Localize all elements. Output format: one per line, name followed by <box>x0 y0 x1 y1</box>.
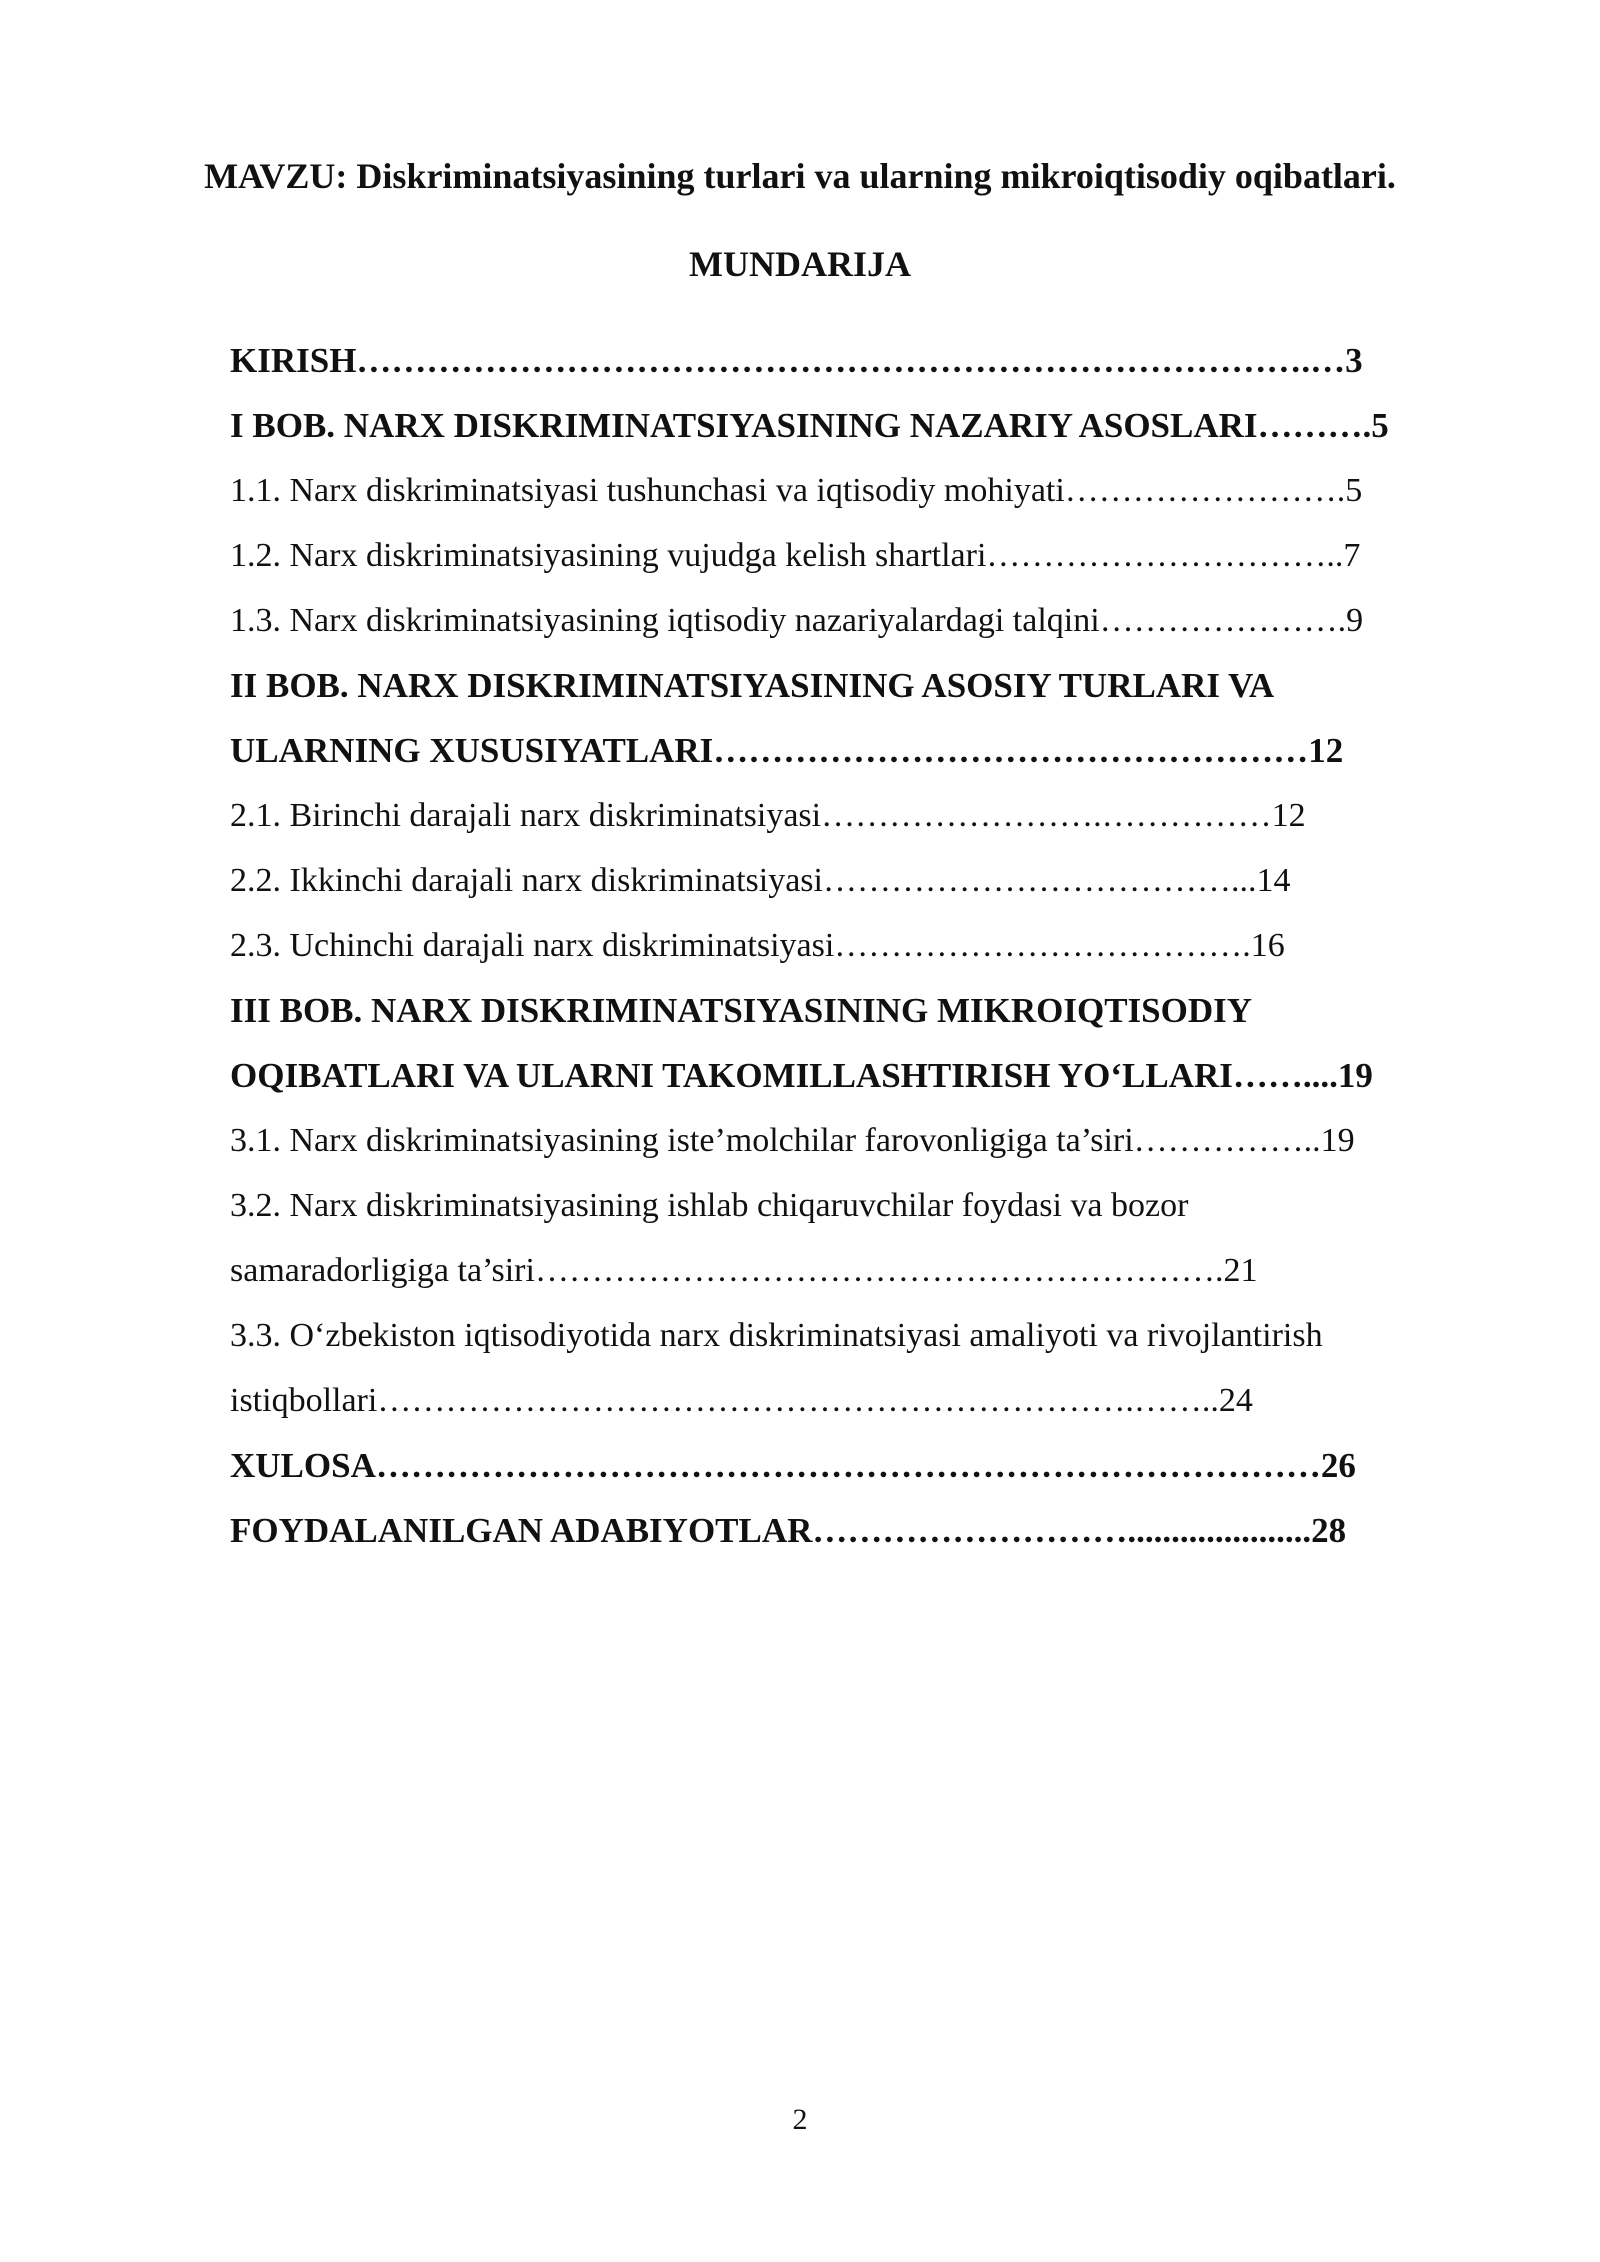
toc-entry-section-2-1: 2.1. Birinchi darajali narx diskriminatsiyasi…………………….……………12 <box>230 797 1306 834</box>
toc-entry-section-3-2-line-2: samaradorligiga ta’siri…………………………………………………….21 <box>230 1252 1258 1289</box>
toc-entry-chapter-2-line-1: II BOB. NARX DISKRIMINATSIYASINING ASOSIY TURLARI VA <box>230 666 1275 705</box>
toc-entry-section-3-3-line-1: 3.3. O‘zbekiston iqtisodiyotida narx diskriminatsiyasi amaliyoti va rivojlantirish <box>230 1317 1323 1354</box>
toc-entry-chapter-3-line-2: OQIBATLARI VA ULARNI TAKOMILLASHTIRISH YO‘LLARI……....19 <box>230 1056 1373 1095</box>
toc-entry-chapter-3-line-1: III BOB. NARX DISKRIMINATSIYASINING MIKROIQTISODIY <box>230 991 1253 1030</box>
document-topic: MAVZU: Diskriminatsiyasining turlari va ularning mikroiqtisodiy oqibatlari. <box>204 156 1396 196</box>
toc-entry-chapter-1: I BOB. NARX DISKRIMINATSIYASINING NAZARIY ASOSLARI……….5 <box>230 406 1389 445</box>
toc-entry-section-3-3-line-2: istiqbollari………………………………………………………….……..24 <box>230 1382 1253 1419</box>
toc-entry-section-1-1: 1.1. Narx diskriminatsiyasi tushunchasi va iqtisodiy mohiyati…………………….5 <box>230 472 1363 509</box>
toc-heading: MUNDARIJA <box>689 244 911 284</box>
toc-entry-section-1-2: 1.2. Narx diskriminatsiyasining vujudga kelish shartlari…………………………..7 <box>230 537 1361 574</box>
table-of-contents <box>230 337 1490 1572</box>
toc-entry-chapter-2-line-2: ULARNING XUSUSIYATLARI……………………………………………12 <box>230 731 1344 770</box>
toc-entry-section-1-3: 1.3. Narx diskriminatsiyasining iqtisodiy nazariyalardagi talqini………………….9 <box>230 602 1364 639</box>
toc-entry-kirish: KIRISH……………………………………………………………………….…3 <box>230 341 1363 380</box>
toc-entry-section-2-3: 2.3. Uchinchi darajali narx diskriminatsiyasi……………………………….16 <box>230 927 1285 964</box>
toc-entry-xulosa: XULOSA………………………………………………………………………26 <box>230 1446 1356 1485</box>
toc-entry-bibliography: FOYDALANILGAN ADABIYOTLAR……………………….....................28 <box>230 1511 1347 1550</box>
toc-entry-section-2-2: 2.2. Ikkinchi darajali narx diskriminatsiyasi………………………………...14 <box>230 862 1291 899</box>
toc-entry-section-3-1: 3.1. Narx diskriminatsiyasining iste’molchilar farovonligiga ta’siri……………..19 <box>230 1122 1355 1159</box>
page-number: 2 <box>792 2103 808 2136</box>
toc-entry-section-3-2-line-1: 3.2. Narx diskriminatsiyasining ishlab chiqaruvchilar foydasi va bozor <box>230 1187 1189 1224</box>
